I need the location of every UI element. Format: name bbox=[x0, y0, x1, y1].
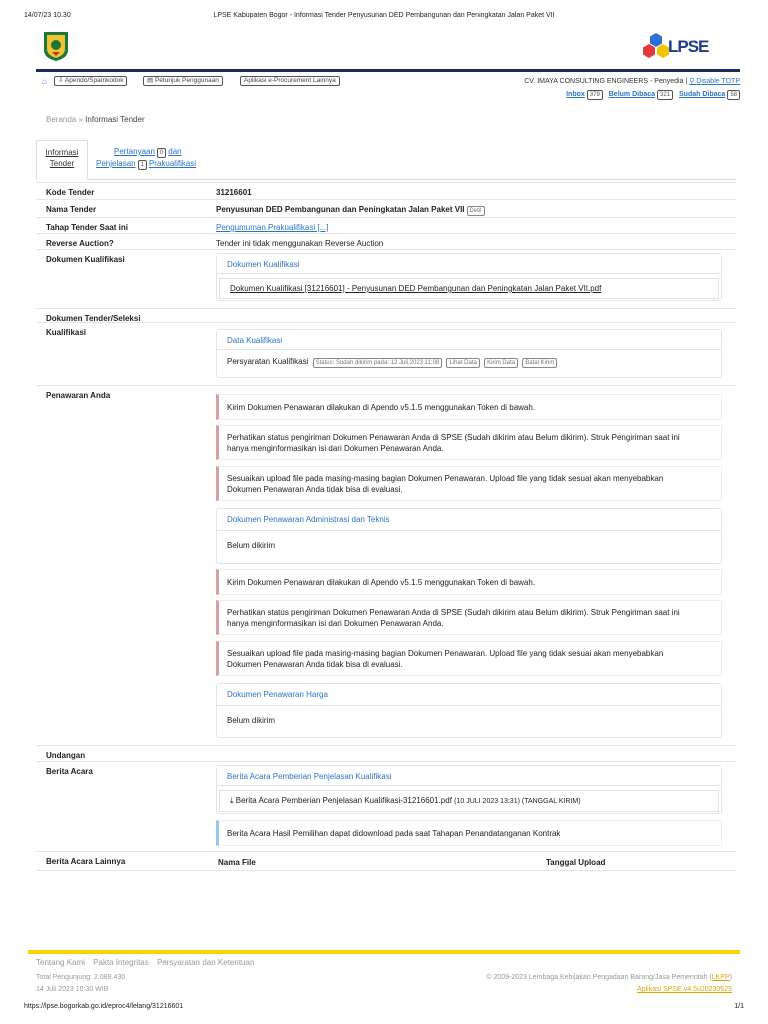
dokumen-kualifikasi-label: Dokumen Kualifikasi bbox=[46, 255, 125, 264]
alert-text: Sesuaikan upload file pada masing-masing bagian Dokumen Penawaran. Upload file yang tidak sesuai akan menyebabkan bbox=[227, 649, 664, 658]
alert-kirim-dokumen-2 bbox=[216, 569, 722, 595]
footer-link-pakta-integritas[interactable]: Pakta Integritas bbox=[93, 958, 149, 967]
penawaran-harga-panel bbox=[216, 683, 722, 738]
alert-text: Kirim Dokumen Penawaran dilakukan di Apendo v5.1.5 menggunakan Token di bawah. bbox=[227, 578, 536, 587]
tahap-tender-link[interactable]: Pengumuman Prakualifikasi [...] bbox=[216, 223, 329, 232]
lihat-data-button[interactable]: Lihat Data bbox=[446, 358, 479, 368]
nama-tender-cell bbox=[216, 205, 485, 216]
read-link[interactable]: Sudah Dibaca bbox=[679, 91, 726, 98]
print-date: 14/07/23 10.30 bbox=[24, 12, 71, 19]
alert-text: Dokumen Penawaran Anda tidak bisa di evaluasi. bbox=[227, 660, 403, 669]
read-count: 58 bbox=[727, 90, 740, 100]
dokumen-kualifikasi-file-link[interactable]: Dokumen Kualifikasi [31216601] - Penyusunan DED Pembangunan dan Peningkatan Jalan Paket VII.pdf bbox=[230, 284, 602, 293]
footer-right bbox=[486, 972, 732, 996]
disable-totp-link[interactable] bbox=[689, 78, 740, 85]
penawaran-anda-label: Penawaran Anda bbox=[46, 391, 111, 400]
row-dokumen-tender bbox=[36, 308, 736, 322]
row-berita-acara-lainnya bbox=[36, 851, 736, 871]
penawaran-harga-status: Belum dikirim bbox=[227, 716, 276, 725]
footer-stripe bbox=[28, 950, 740, 954]
aplikasi-lain-button[interactable] bbox=[240, 76, 340, 86]
alert-text: Perhatikan status pengiriman Dokumen Penawaran Anda di SPSE (Sudah dikirim atau Belum dikirim). Struk Pengiriman saat ini bbox=[227, 433, 680, 442]
user-name: CV. IMAYA CONSULTING ENGINEERS - Penyedia | bbox=[524, 78, 688, 85]
tab-informasi-line2: Tender bbox=[49, 159, 75, 168]
breadcrumb-home[interactable]: Beranda bbox=[46, 115, 77, 124]
apendo-button[interactable]: ⇩ Apendo/Spamkodok bbox=[54, 76, 127, 86]
footer-datetime: 14 Juli 2023 10:30 WIB bbox=[36, 986, 109, 993]
top-bar bbox=[36, 74, 740, 104]
nama-tender-label: Nama Tender bbox=[46, 205, 97, 214]
penawaran-admin-status: Belum dikirim bbox=[227, 541, 276, 550]
tab-bar bbox=[36, 140, 736, 180]
alert-text: Kirim Dokumen Penawaran dilakukan di Apendo v5.1.5 menggunakan Token di bawah. bbox=[227, 403, 536, 412]
print-page-number: 1/1 bbox=[734, 1003, 744, 1010]
berita-acara-panel bbox=[216, 765, 722, 814]
alert-text: hanya menginformasikan isi dari Dokumen Penawaran Anda. bbox=[227, 444, 444, 453]
persyaratan-kualifikasi-label: Persyaratan Kualifikasi bbox=[227, 357, 309, 366]
tab-dan-label: dan bbox=[168, 147, 182, 156]
data-kualifikasi-header: Data Kualifikasi bbox=[217, 330, 721, 350]
inbox-link[interactable]: Inbox bbox=[566, 91, 585, 98]
apendo-label: Apendo/Spamkodok bbox=[64, 77, 124, 84]
table-header-nama-file: Nama File bbox=[218, 858, 256, 867]
tab-informasi-tender[interactable] bbox=[36, 140, 88, 180]
alert-kirim-dokumen-1 bbox=[216, 394, 722, 420]
row-kode-tender bbox=[36, 182, 736, 199]
kode-tender-label: Kode Tender bbox=[46, 188, 95, 197]
reverse-auction-value: Tender ini tidak menggunakan Reverse Auction bbox=[216, 239, 384, 248]
batal-kirim-button[interactable]: Batal Kirim bbox=[522, 358, 557, 368]
footer-copyright bbox=[486, 972, 732, 984]
alert-berita-acara-info bbox=[216, 820, 722, 846]
petunjuk-button[interactable]: ▤ Petunjuk Penggunaan bbox=[143, 76, 223, 86]
berita-acara-lainnya-label: Berita Acara Lainnya bbox=[46, 857, 126, 866]
lpse-logo[interactable] bbox=[642, 32, 720, 60]
lpse-hexagon-icon bbox=[642, 32, 670, 60]
alert-text: Berita Acara Hasil Pemilihan dapat didownload pada saat Tahapan Penandatanganan Kontrak bbox=[227, 829, 561, 838]
row-tahap-tender bbox=[36, 217, 736, 233]
print-url: https://lpse.bogorkab.go.id/eproc4/lelang/31216601 bbox=[24, 1003, 184, 1010]
nama-tender-value: Penyusunan DED Pembangunan dan Peningkatan Jalan Paket VII bbox=[216, 205, 465, 214]
print-title: LPSE Kabupaten Bogor - Informasi Tender Penyusunan DED Pembangunan dan Peningkatan Jalan Paket VII bbox=[213, 12, 555, 19]
tahap-tender-label: Tahap Tender Saat ini bbox=[46, 223, 128, 232]
alert-text: Dokumen Penawaran Anda tidak bisa di evaluasi. bbox=[227, 485, 403, 494]
table-header-tanggal-upload: Tanggal Upload bbox=[546, 858, 606, 867]
alert-status-pengiriman-2 bbox=[216, 600, 722, 635]
kualifikasi-label: Kualifikasi bbox=[46, 328, 87, 337]
reverse-auction-label: Reverse Auction? bbox=[46, 239, 114, 248]
tab-pertanyaan-label: Pertanyaan bbox=[114, 147, 155, 156]
tab-prakualifikasi-label: Prakualifikasi bbox=[148, 159, 197, 168]
row-reverse-auction bbox=[36, 233, 736, 249]
kode-tender-value: 31216601 bbox=[216, 188, 252, 197]
aplikasi-spse-link[interactable]: Aplikasi SPSE v4.5u20230529 bbox=[637, 986, 732, 993]
detil-button[interactable]: Detil bbox=[467, 206, 485, 216]
tab-informasi-line1: Informasi bbox=[45, 148, 79, 157]
tab-penjelasan-label: Penjelasan bbox=[96, 159, 136, 168]
breadcrumb bbox=[46, 115, 145, 124]
breadcrumb-separator: » bbox=[78, 115, 83, 124]
aplikasi-lain-label: Aplikasi e-Procurement Lainnya bbox=[244, 77, 336, 84]
alert-upload-file-1 bbox=[216, 466, 722, 501]
footer-links bbox=[36, 958, 260, 967]
alert-upload-file-2 bbox=[216, 641, 722, 676]
key-icon: ⚲ bbox=[689, 78, 695, 85]
tab-pertanyaan-count: 0 bbox=[157, 148, 166, 158]
penawaran-admin-header: Dokumen Penawaran Administrasi dan Teknis bbox=[217, 509, 721, 531]
footer-left bbox=[36, 972, 125, 996]
tab-penjelasan-count: 1 bbox=[138, 160, 147, 170]
dokumen-kualifikasi-panel bbox=[216, 253, 722, 301]
copyright-suffix: ) bbox=[729, 974, 732, 981]
alert-status-pengiriman-1 bbox=[216, 425, 722, 460]
kabupaten-bogor-logo-icon[interactable] bbox=[42, 30, 70, 62]
tab-pertanyaan-penjelasan[interactable] bbox=[96, 146, 196, 170]
inbox-count: 379 bbox=[587, 90, 603, 100]
alert-text: Sesuaikan upload file pada masing-masing bagian Dokumen Penawaran. Upload file yang tidak sesuai akan menyebabkan bbox=[227, 474, 664, 483]
petunjuk-label: Petunjuk Penggunaan bbox=[154, 77, 219, 84]
home-icon[interactable]: ⌂ bbox=[42, 77, 47, 86]
row-nama-tender bbox=[36, 199, 736, 217]
copyright-prefix: © 2009-2023 Lembaga Kebijakan Pengadaan Barang/Jasa Pemerintah ( bbox=[486, 974, 712, 981]
penawaran-harga-header: Dokumen Penawaran Harga bbox=[217, 684, 721, 706]
unread-count: 321 bbox=[657, 90, 673, 100]
alert-text: Perhatikan status pengiriman Dokumen Penawaran Anda di SPSE (Sudah dikirim atau Belum dikirim). Struk Pengiriman saat ini bbox=[227, 608, 680, 617]
unread-link[interactable]: Belum Dibaca bbox=[608, 91, 656, 98]
footer-link-tentang-kami[interactable]: Tentang Kami bbox=[36, 958, 85, 967]
breadcrumb-current: Informasi Tender bbox=[85, 115, 145, 124]
user-info bbox=[524, 77, 740, 85]
row-undangan bbox=[36, 745, 736, 761]
dokumen-tender-label: Dokumen Tender/Seleksi bbox=[46, 314, 141, 323]
inbox-bar bbox=[566, 90, 740, 100]
lpse-logo-text: LPSE bbox=[668, 37, 709, 56]
berita-acara-meta: (10 JULI 2023 13:31) (TANGGAL KIRIM) bbox=[454, 798, 581, 805]
download-icon: ⤓ bbox=[230, 796, 234, 805]
lkpp-link[interactable]: LKPP bbox=[711, 974, 730, 981]
data-kualifikasi-panel bbox=[216, 329, 722, 378]
print-header bbox=[24, 12, 744, 22]
navbar-stripe bbox=[36, 69, 740, 72]
berita-acara-header: Berita Acara Pemberian Penjelasan Kualifikasi bbox=[217, 766, 721, 786]
status-kualifikasi-badge: Status: Sudah dikirim pada: 12 Juli 2023 11:08 bbox=[313, 358, 443, 368]
footer-link-persyaratan[interactable]: Persyaratan dan Ketentuan bbox=[156, 958, 255, 967]
print-footer bbox=[24, 1003, 744, 1010]
kirim-data-button[interactable]: Kirim Data bbox=[484, 358, 518, 368]
penawaran-admin-panel bbox=[216, 508, 722, 564]
dokumen-kualifikasi-header: Dokumen Kualifikasi bbox=[217, 254, 721, 274]
berita-acara-file-link[interactable]: Berita Acara Pemberian Penjelasan Kualifikasi-31216601.pdf bbox=[235, 796, 452, 805]
undangan-label: Undangan bbox=[46, 751, 86, 760]
berita-acara-label: Berita Acara bbox=[46, 767, 93, 776]
disable-totp-label: Disable TOTP bbox=[696, 78, 740, 85]
footer-visitors: Total Pengunjung: 2.089.430 bbox=[36, 974, 126, 981]
alert-text: hanya menginformasikan isi dari Dokumen Penawaran Anda. bbox=[227, 619, 444, 628]
